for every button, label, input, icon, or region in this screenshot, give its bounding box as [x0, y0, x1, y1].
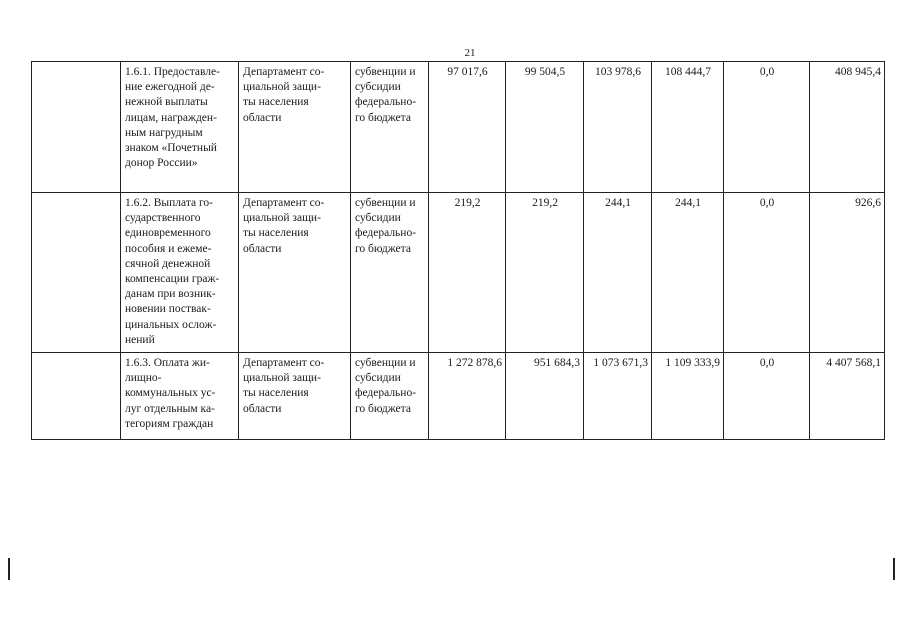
value-year-5: 0,0 [724, 62, 810, 193]
empty-cell [32, 62, 121, 193]
value-year-3: 244,1 [584, 193, 652, 353]
scan-edge-mark-right [893, 558, 895, 580]
value-year-4: 1 109 333,9 [652, 353, 724, 440]
value-year-2: 219,2 [506, 193, 584, 353]
value-total: 926,6 [810, 193, 885, 353]
value-year-1: 97 017,6 [429, 62, 506, 193]
table-row [32, 193, 885, 353]
table-row [32, 353, 885, 440]
executor-cell: Департамент со- циальной защи- ты населения области [239, 62, 351, 193]
value-year-1: 219,2 [429, 193, 506, 353]
scan-edge-mark-left [8, 558, 10, 580]
budget-table [31, 61, 885, 440]
value-year-3: 1 073 671,3 [584, 353, 652, 440]
measure-cell: 1.6.2. Выплата го- сударственного единовременного пособия и ежеме- сячной денежной компенсации граж- данам при возник- новении поствак- цинальных ослож- нений [121, 193, 239, 353]
value-total: 408 945,4 [810, 62, 885, 193]
executor-cell: Департамент со- циальной защи- ты населения области [239, 193, 351, 353]
executor-cell: Департамент со- циальной защи- ты населения области [239, 353, 351, 440]
value-year-5: 0,0 [724, 353, 810, 440]
empty-cell [32, 353, 121, 440]
value-year-3: 103 978,6 [584, 62, 652, 193]
value-year-4: 108 444,7 [652, 62, 724, 193]
source-cell: субвенции и субсидии федерально- го бюджета [351, 193, 429, 353]
value-year-1: 1 272 878,6 [429, 353, 506, 440]
value-total: 4 407 568,1 [810, 353, 885, 440]
value-year-2: 99 504,5 [506, 62, 584, 193]
empty-cell [32, 193, 121, 353]
table-row [32, 62, 885, 193]
value-year-2: 951 684,3 [506, 353, 584, 440]
page-number: 21 [464, 47, 476, 59]
value-year-4: 244,1 [652, 193, 724, 353]
measure-cell: 1.6.3. Оплата жи- лищно- коммунальных ус- луг отдельным ка- тегориям граждан [121, 353, 239, 440]
source-cell: субвенции и субсидии федерально- го бюджета [351, 353, 429, 440]
source-cell: субвенции и субсидии федерально- го бюджета [351, 62, 429, 193]
measure-cell: 1.6.1. Предоставле- ние ежегодной де- нежной выплаты лицам, награжден- ным нагрудным знаком «Почетный донор России» [121, 62, 239, 193]
value-year-5: 0,0 [724, 193, 810, 353]
